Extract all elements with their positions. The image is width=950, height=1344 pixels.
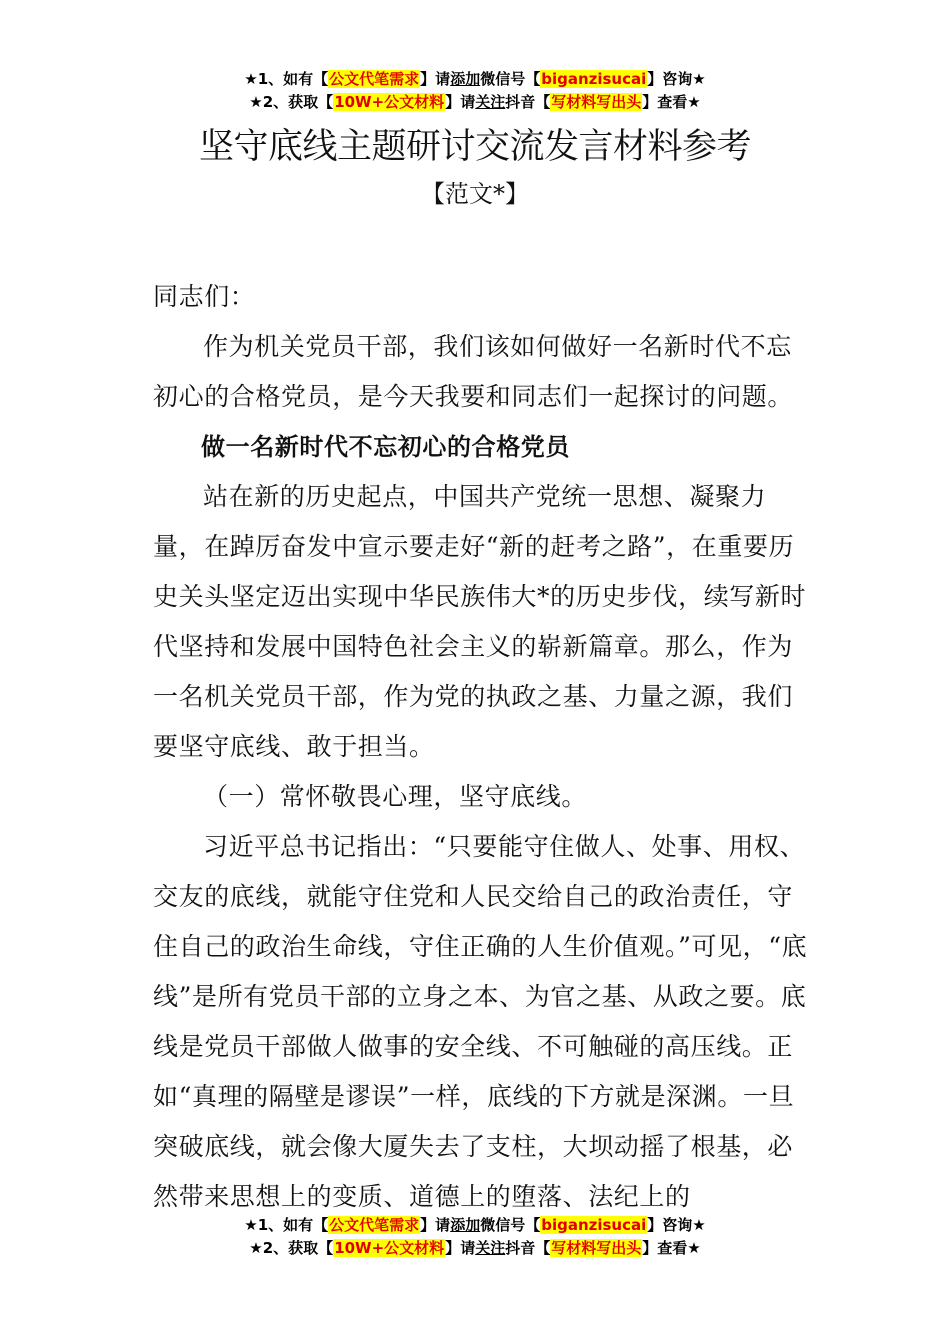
paragraph: 作为机关党员干部，我们该如何做好一名新时代不忘初心的合格党员，是今天我要和同志们一起探讨的问题。 — [153, 332, 794, 411]
promo-highlight: 公文代笔需求 — [329, 70, 420, 88]
promo-text: 】请 — [445, 1239, 476, 1257]
greeting: 同志们： — [153, 282, 256, 311]
douyin-highlight: 写材料写出头 — [551, 1239, 642, 1257]
promo-banner-top — [0, 68, 950, 114]
promo-text: 2、获取【 — [262, 93, 334, 111]
promo-text: 】请 — [420, 70, 451, 88]
promo-text: 】查看★ — [642, 93, 701, 111]
section-heading: 做一名新时代不忘初心的合格党员 — [201, 433, 570, 461]
promo-underlined: 添加 — [450, 1216, 481, 1234]
promo-banner-bottom — [0, 1214, 950, 1260]
promo-text: 1、如有【 — [257, 1216, 329, 1234]
promo-line-1 — [0, 68, 950, 91]
promo-line-2 — [0, 1237, 950, 1260]
promo-text: 】请 — [445, 93, 476, 111]
promo-highlight: 10W+公文材料 — [334, 93, 445, 111]
star-icon: ★ — [249, 1239, 263, 1257]
document-subtitle: 【范文*】 — [421, 180, 529, 208]
promo-line-2 — [0, 91, 950, 114]
document-title: 坚守底线主题研讨交流发言材料参考 — [198, 127, 751, 167]
promo-text: 微信号【 — [480, 1216, 541, 1234]
promo-text: 】请 — [420, 1216, 451, 1234]
promo-line-1 — [0, 1214, 950, 1237]
promo-text: 】咨询★ — [647, 70, 706, 88]
wechat-id-highlight: biganzisucai — [541, 70, 647, 88]
star-icon: ★ — [244, 70, 258, 88]
promo-highlight: 公文代笔需求 — [329, 1216, 420, 1234]
star-icon: ★ — [249, 93, 263, 111]
promo-text: 2、获取【 — [262, 1239, 334, 1257]
document-body — [153, 272, 813, 1222]
subsection-heading: （一）常怀敬畏心理，坚守底线。 — [203, 782, 588, 811]
promo-underlined: 关注 — [475, 93, 506, 111]
wechat-id-highlight: biganzisucai — [541, 1216, 647, 1234]
promo-text: 1、如有【 — [257, 70, 329, 88]
promo-text: 】查看★ — [642, 1239, 701, 1257]
promo-text: 抖音【 — [505, 1239, 551, 1257]
star-icon: ★ — [244, 1216, 258, 1234]
douyin-highlight: 写材料写出头 — [551, 93, 642, 111]
promo-text: 抖音【 — [505, 93, 551, 111]
promo-text: 微信号【 — [480, 70, 541, 88]
promo-text: 】咨询★ — [647, 1216, 706, 1234]
promo-highlight: 10W+公文材料 — [334, 1239, 445, 1257]
promo-underlined: 添加 — [450, 70, 481, 88]
paragraph: 站在新的历史起点，中国共产党统一思想、凝聚力量，在踔厉奋发中宣示要走好“新的赶考之路”，在重要历史关头坚定迈出实现中华民族伟大*的历史步伐，续写新时代坚持和发展中国特色社会主义的崭新篇章。那么，作为一名机关党员干部，作为党的执政之基、力量之源，我们要坚守底线、敢于担当。 — [153, 482, 807, 761]
paragraph: 习近平总书记指出：“只要能守住做人、处事、用权、交友的底线，就能守住党和人民交给自己的政治责任，守住自己的政治生命线，守住正确的人生价值观。”可见，“底线”是所有党员干部的立身之本、为官之基、从政之要。底线是党员干部做人做事的安全线、不可触碰的高压线。正如“真理的隔壁是谬误”一样，底线的下方就是深渊。一旦突破底线，就会像大厦失去了支柱，大坝动摇了根基，必然带来思想上的变质、道德上的堕落、法纪上的 — [153, 832, 808, 1211]
promo-underlined: 关注 — [475, 1239, 506, 1257]
